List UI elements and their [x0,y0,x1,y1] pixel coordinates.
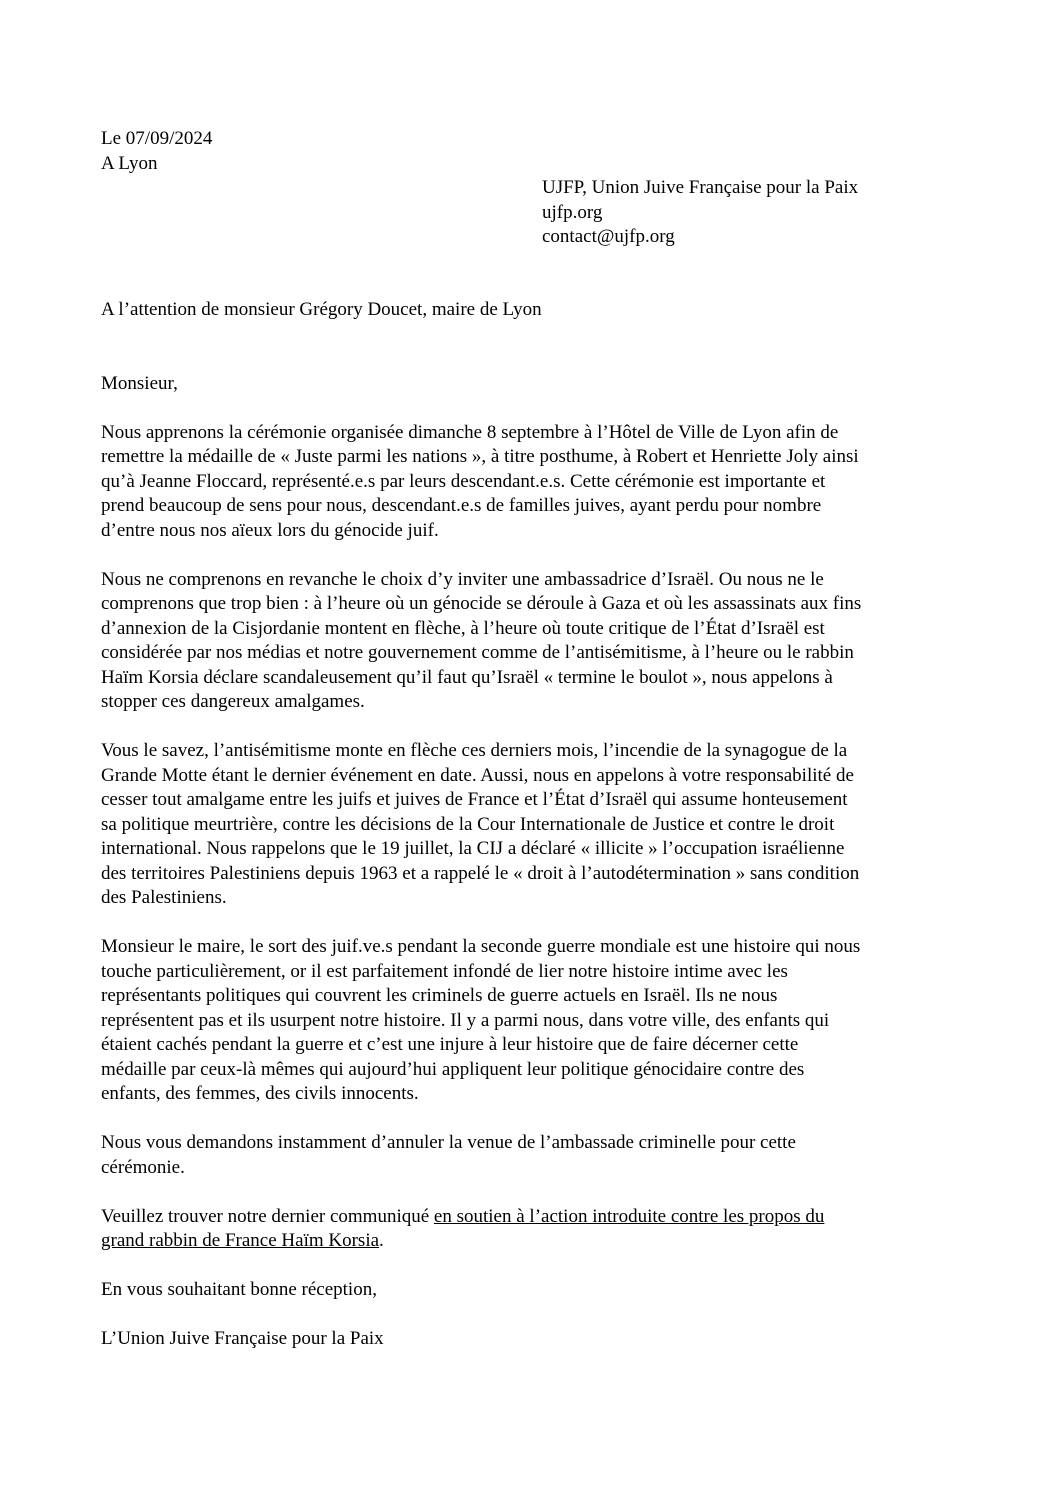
body-paragraph [101,421,961,544]
paragraph-line: représentent pas et ils usurpent notre histoire. Il y a parmi nous, dans votre ville, des enfants qui [101,1009,830,1031]
sender-email: contact@ujfp.org [542,226,675,247]
paragraph-line: prend beaucoup de sens pour nous, descendant.e.s de familles juives, ayant perdu pour nombre [101,495,822,516]
paragraph-line: Nous apprenons la cérémonie organisée dimanche 8 septembre à l’Hôtel de Ville de Lyon afin de [101,421,839,443]
paragraph-line: cesser tout amalgame entre les juifs et juives de France et l’État d’Israël qui assume honteusement [101,789,848,810]
paragraph-line: des territoires Palestiniens depuis 1963 et a rappelé le « droit à l’autodétermination » sans condition [101,862,860,884]
paragraph-line: Grande Motte étant le dernier événement en date. Aussi, nous en appelons à votre responsabilité de [101,764,854,786]
communique-link-part-2[interactable]: grand rabbin de France Haïm Korsia [101,1230,380,1251]
salutation: Monsieur, [101,372,178,394]
closing: En vous souhaitant bonne réception, [101,1279,377,1300]
paragraph-line: touche particulièrement, or il est parfaitement infondé de lier notre histoire intime avec les [101,960,788,982]
letter-body [101,298,961,1376]
body-paragraph [101,568,961,715]
paragraph-line: représentants politiques qui couvrent les criminels de guerre actuels en Israël. Ils ne nous [101,985,778,1006]
body-paragraph [101,739,961,911]
paragraph-line: Nous vous demandons instamment d’annuler la venue de l’ambassade criminelle pour cette [101,1132,796,1153]
sender-name: UJFP, Union Juive Française pour la Paix [542,177,859,198]
paragraph-line: d’entre nous nos aïeux lors du génocide juif. [101,519,439,541]
paragraph-line: enfants, des femmes, des civils innocents. [101,1083,419,1104]
signature: L’Union Juive Française pour la Paix [101,1328,384,1349]
paragraph-line: étaient cachés pendant la guerre et c’est une injure à leur histoire que de faire décerner cette [101,1034,799,1055]
letter-place: A Lyon [101,152,158,174]
body-paragraph [101,1131,961,1180]
paragraph-line: comprenons que trop bien : à l’heure où un génocide se déroule à Gaza et où les assassinats aux fins [101,593,862,614]
paragraph-line: qu’à Jeanne Floccard, représenté.e.s par leurs descendant.e.s. Cette cérémonie est importante et [101,470,826,492]
paragraph-line: considérée par nos médias et notre gouvernement comme de l’antisémitisme, à l’heure ou le rabbin [101,642,854,663]
communique-prefix: Veuillez trouver notre dernier communiqué [101,1205,434,1227]
paragraph-line: stopper ces dangereux amalgames. [101,691,365,712]
paragraph-line: médaille par ceux-là mêmes qui aujourd’hui appliquent leur politique génocidaire contre des [101,1058,805,1080]
communique-paragraph [101,1205,961,1254]
paragraph-line: sa politique meurtrière, contre les décisions de la Cour Internationale de Justice et contre le droit [101,813,835,835]
paragraph-line: international. Nous rappelons que le 19 juillet, la CIJ a déclaré « illicite » l’occupation israélienne [101,838,845,859]
letter-date: Le 07/09/2024 [101,128,213,149]
communique-link-part-1[interactable]: en soutien à l’action introduite contre les propos du [433,1205,825,1227]
paragraph-line: Vous le savez, l’antisémitisme monte en flèche ces derniers mois, l’incendie de la synagogue de la [101,740,848,761]
sender-block [542,176,858,250]
paragraph-line: cérémonie. [101,1156,185,1178]
paragraph-line: Nous ne comprenons en revanche le choix d’y inviter une ambassadrice d’Israël. Ou nous ne le [101,568,824,590]
paragraph-line: remettre la médaille de « Juste parmi les nations », à titre posthume, à Robert et Henriette Joly ainsi [101,446,859,467]
paragraph-line: Monsieur le maire, le sort des juif.ve.s pendant la seconde guerre mondiale est une histoire qui nous [101,936,861,957]
paragraphs [101,421,961,1181]
paragraph-line: Haïm Korsia déclare scandaleusement qu’il faut qu’Israël « termine le boulot », nous appelons à [101,666,833,688]
attention-line: A l’attention de monsieur Grégory Doucet, maire de Lyon [101,299,542,320]
communique-suffix: . [379,1230,384,1251]
paragraph-line: d’annexion de la Cisjordanie montent en flèche, à l’heure où toute critique de l’État d’Israël est [101,617,825,639]
date-place-block [101,127,212,176]
paragraph-line: des Palestiniens. [101,887,227,908]
sender-website: ujfp.org [542,201,603,223]
body-paragraph [101,935,961,1107]
